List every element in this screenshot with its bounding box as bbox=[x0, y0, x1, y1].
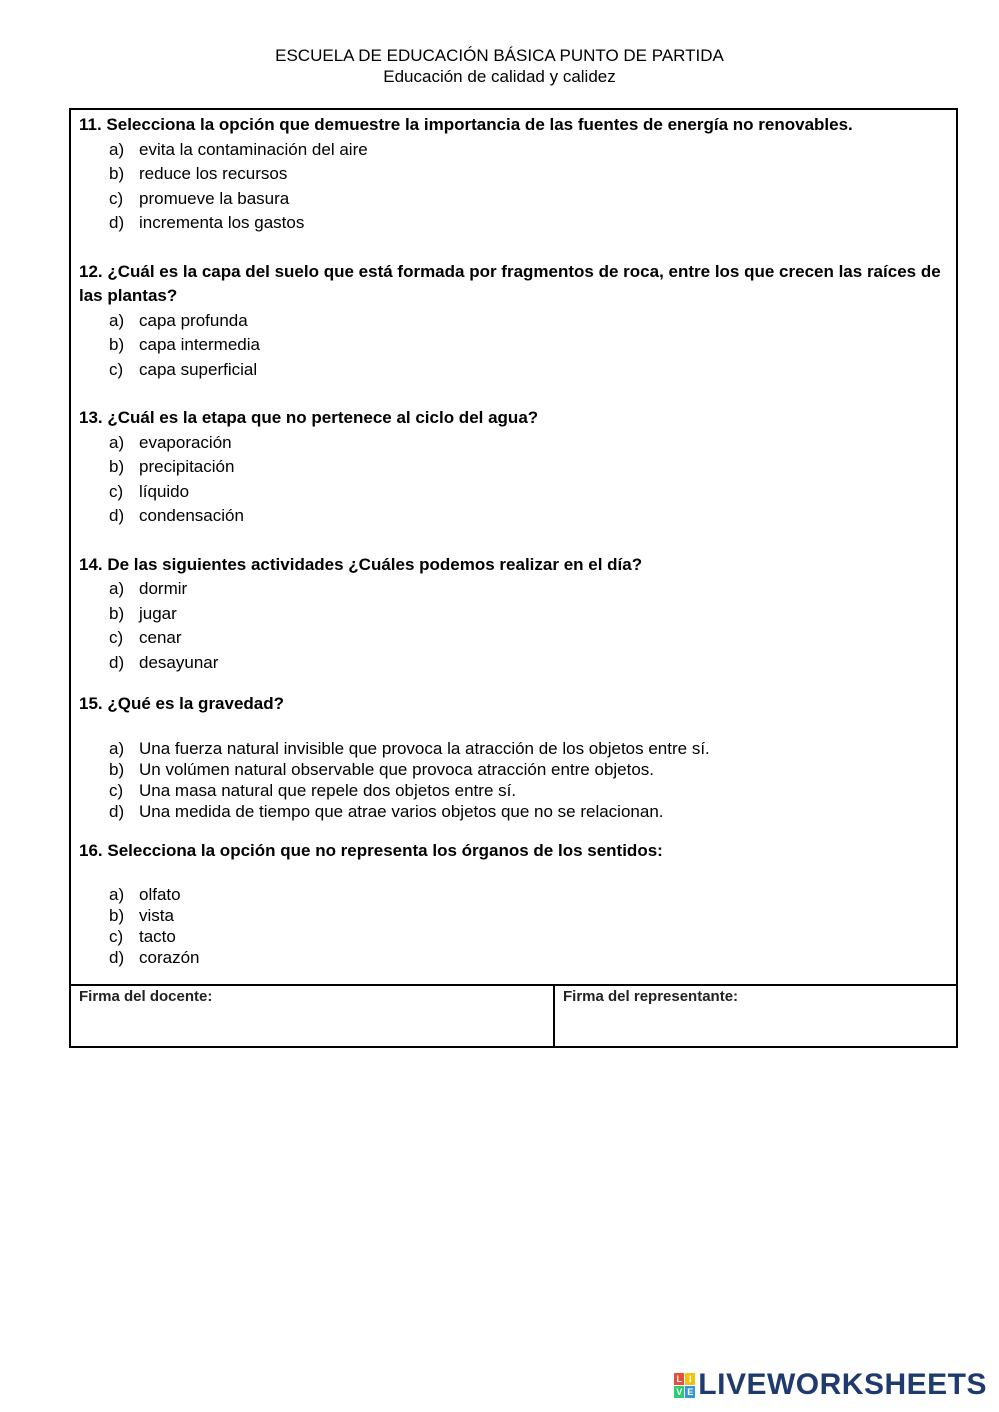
signature-row bbox=[71, 984, 956, 1046]
answer-option[interactable]: d) corazón bbox=[109, 948, 200, 967]
question-block bbox=[79, 553, 948, 676]
school-motto: Educación de calidad y calidez bbox=[383, 67, 616, 86]
logo-mark-letter: L bbox=[674, 1373, 684, 1385]
answer-option[interactable]: b) Un volúmen natural observable que provoca atracción entre objetos. bbox=[109, 759, 655, 779]
answer-option[interactable]: d) desayunar bbox=[109, 652, 219, 672]
answer-option[interactable]: a) dormir bbox=[109, 579, 188, 598]
answer-option[interactable]: c) cenar bbox=[109, 628, 182, 647]
questions-frame bbox=[69, 108, 958, 1048]
document-header bbox=[0, 45, 999, 87]
question-text: 13. ¿Cuál es la etapa que no pertenece al ciclo del agua? bbox=[79, 408, 539, 427]
question-block bbox=[79, 260, 948, 383]
liveworksheets-logo bbox=[674, 1368, 987, 1402]
answer-option[interactable]: c) promueve la basura bbox=[109, 188, 290, 208]
questions-content bbox=[79, 113, 948, 968]
logo-text: LIVEWORKSHEETS bbox=[698, 1368, 987, 1401]
logo-mark-letter: V bbox=[676, 1386, 683, 1397]
answer-option[interactable]: c) Una masa natural que repele dos objetos entre sí. bbox=[109, 780, 517, 800]
representative-signature: Firma del representante: bbox=[563, 988, 739, 1005]
logo-mark-letter: I bbox=[685, 1373, 695, 1385]
question-text: 14. De las siguientes actividades ¿Cuáles podemos realizar en el día? bbox=[79, 554, 643, 574]
logo-mark-icon bbox=[674, 1373, 695, 1398]
question-block bbox=[79, 839, 948, 969]
question-text: 12. ¿Cuál es la capa del suelo que está formada por fragmentos de roca, entre los que crecen las raíces de las plantas? bbox=[79, 261, 941, 305]
answer-option[interactable]: c) líquido bbox=[109, 481, 190, 501]
answer-option[interactable]: b) vista bbox=[109, 906, 174, 925]
question-text: 16. Selecciona la opción que no representa los órganos de los sentidos: bbox=[79, 840, 663, 860]
answer-option[interactable]: a) Una fuerza natural invisible que provoca la atracción de los objetos entre sí. bbox=[109, 738, 710, 758]
answer-option[interactable]: b) jugar bbox=[109, 603, 177, 623]
answer-option[interactable]: d) incrementa los gastos bbox=[109, 213, 305, 232]
answer-option[interactable]: d) Una medida de tiempo que atrae varios objetos que no se relacionan. bbox=[109, 801, 664, 821]
question-block bbox=[79, 692, 948, 822]
answer-option[interactable]: a) evita la contaminación del aire bbox=[109, 139, 368, 159]
answer-option[interactable]: d) condensación bbox=[109, 506, 244, 525]
answer-option[interactable]: b) precipitación bbox=[109, 457, 235, 476]
answer-option[interactable]: b) reduce los recursos bbox=[109, 164, 288, 183]
question-block bbox=[79, 406, 948, 529]
answer-option[interactable]: b) capa intermedia bbox=[109, 335, 260, 354]
answer-option[interactable]: c) tacto bbox=[109, 927, 176, 946]
teacher-signature: Firma del docente: bbox=[71, 986, 555, 1046]
logo-mark-letter: E bbox=[687, 1386, 694, 1397]
answer-option[interactable]: c) capa superficial bbox=[109, 359, 258, 379]
answer-option[interactable]: a) evaporación bbox=[109, 432, 232, 452]
answer-option[interactable]: a) olfato bbox=[109, 885, 181, 904]
question-text: 15. ¿Qué es la gravedad? bbox=[79, 694, 285, 713]
question-text: 11. Selecciona la opción que demuestre la importancia de las fuentes de energía no renovables. bbox=[79, 115, 853, 134]
answer-option[interactable]: a) capa profunda bbox=[109, 310, 248, 330]
school-name: ESCUELA DE EDUCACIÓN BÁSICA PUNTO DE PARTIDA bbox=[275, 46, 724, 65]
question-block bbox=[79, 113, 948, 236]
